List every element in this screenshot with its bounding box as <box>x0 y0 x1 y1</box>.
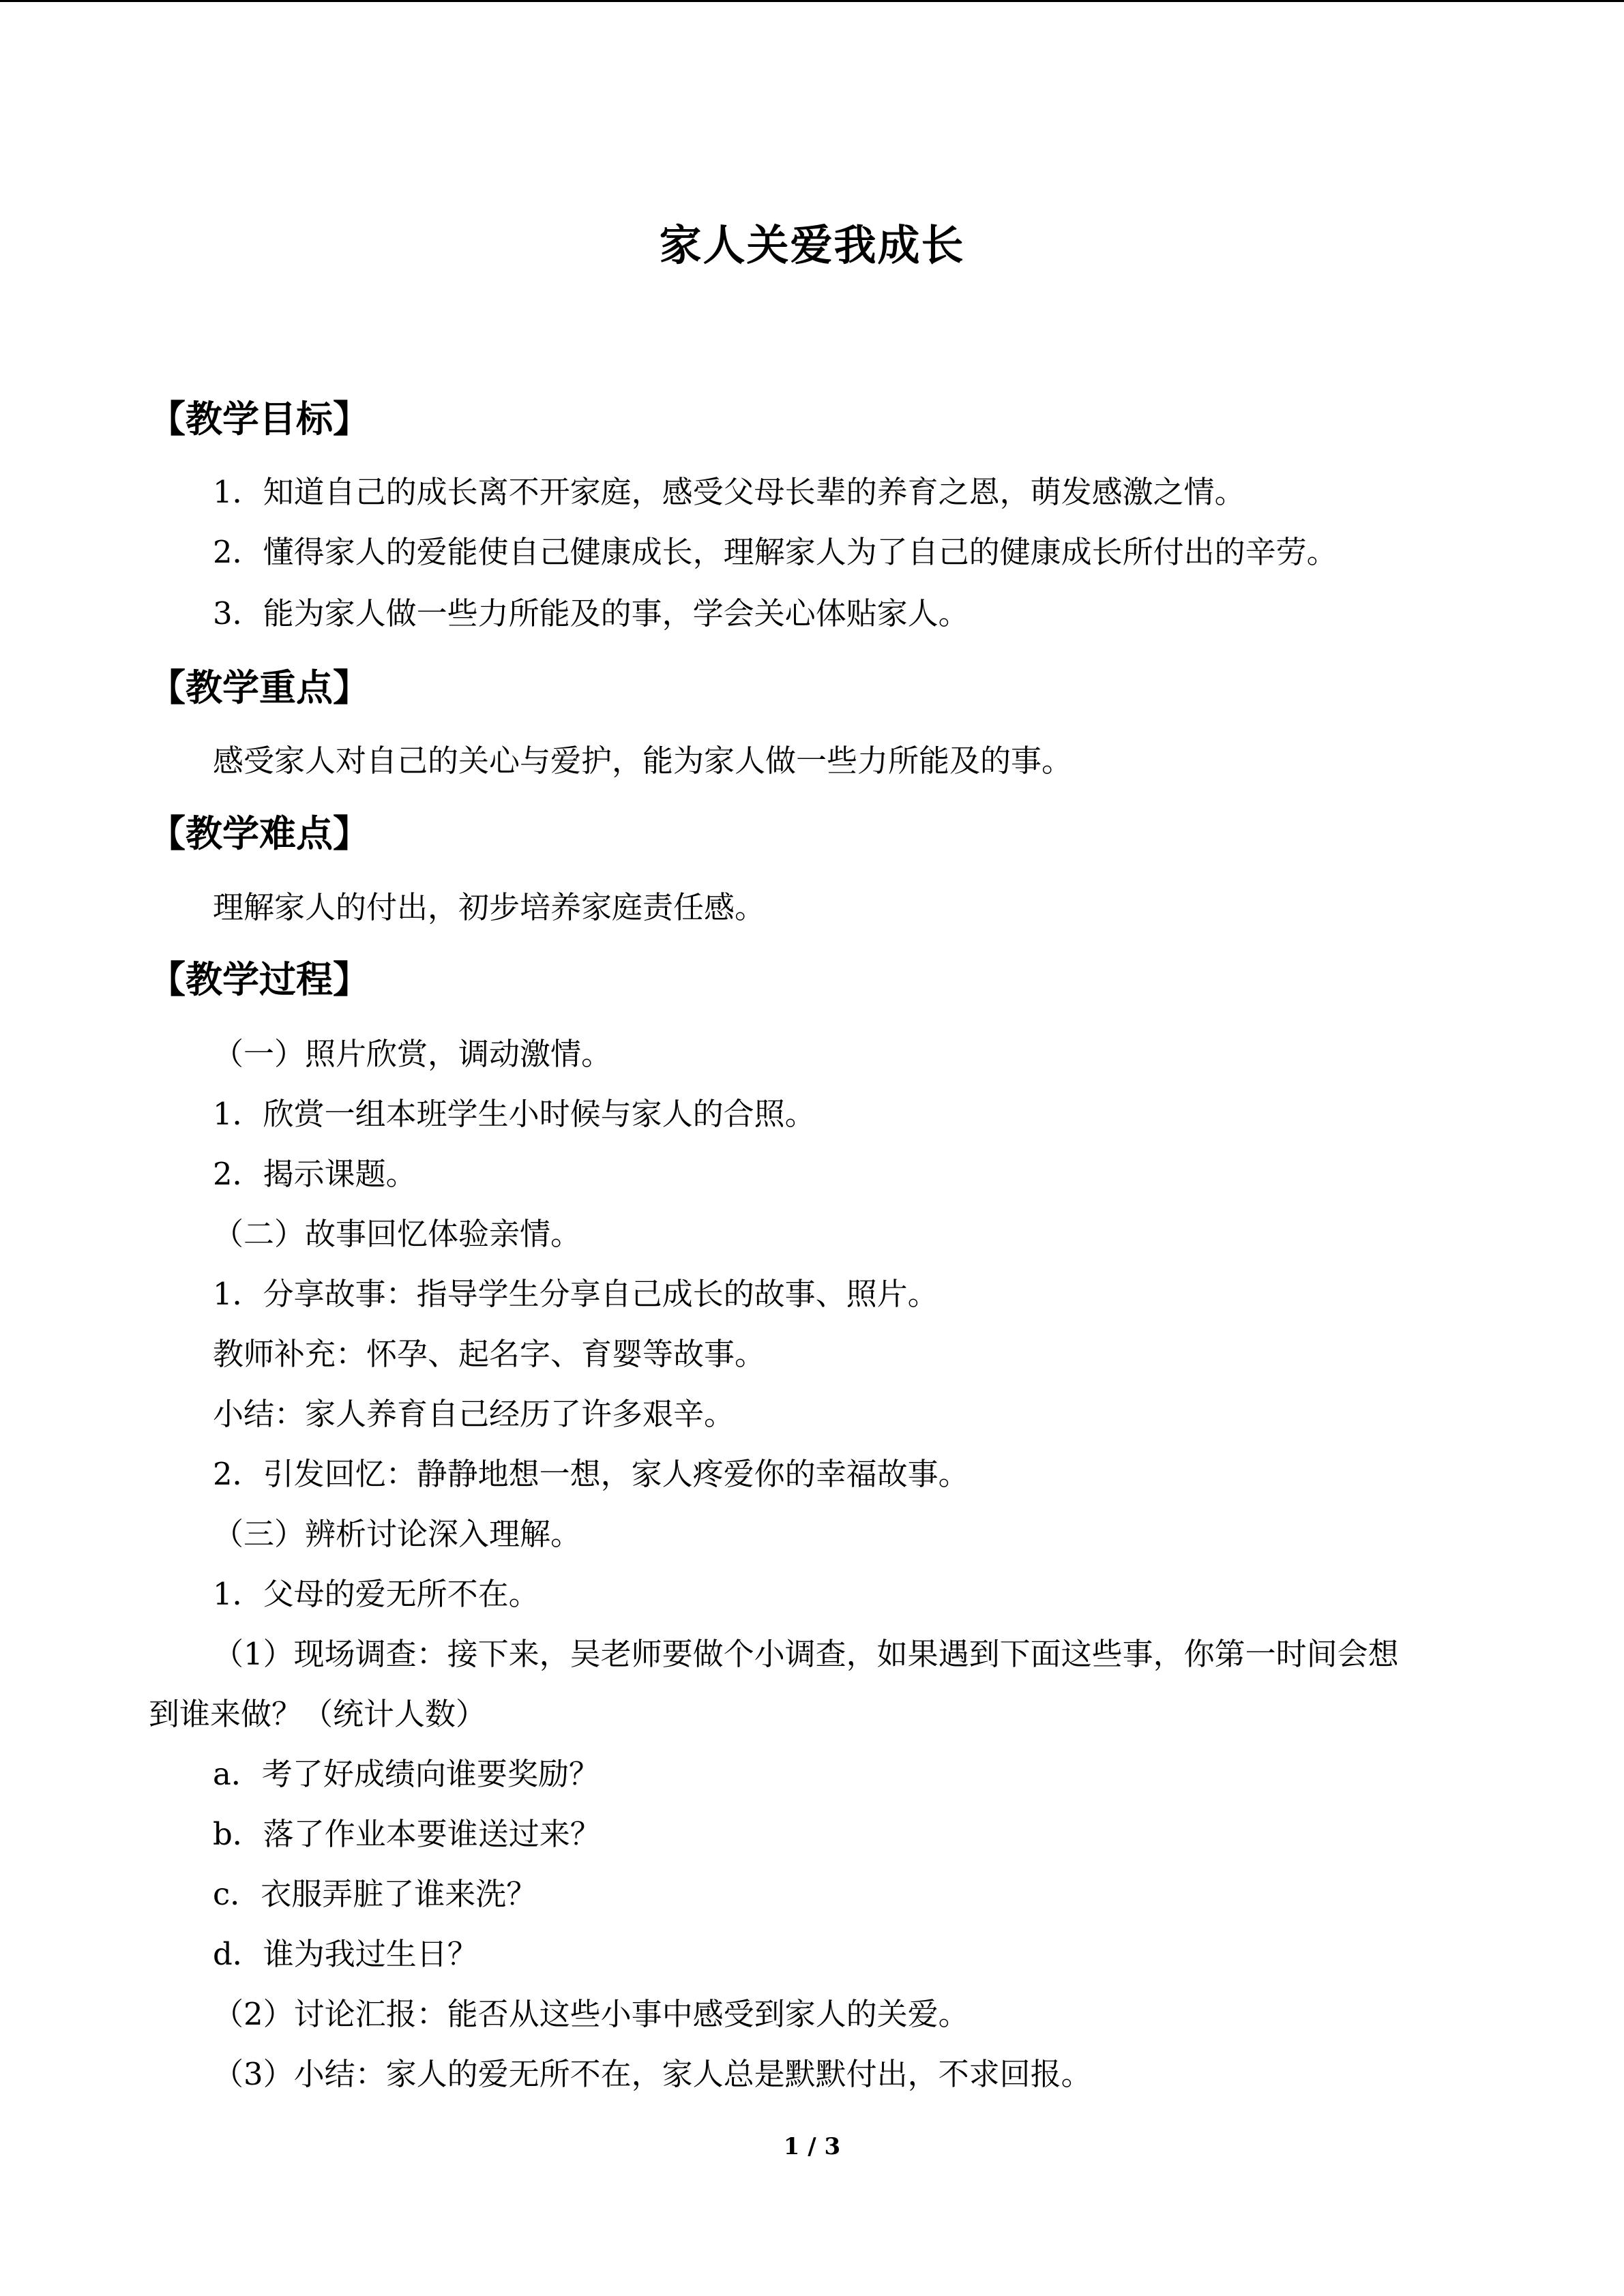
process-line: 1．父母的爱无所不在。 <box>213 1576 540 1612</box>
process-line: （1）现场调查：接下来，吴老师要做个小调查，如果遇到下面这些事，你第一时间会想 <box>213 1636 1399 1672</box>
top-border-line <box>0 0 1624 2</box>
goal-item-1: 1．知道自己的成长离不开家庭，感受父母长辈的养育之恩，萌发感激之情。 <box>213 474 1245 510</box>
heading-teaching-goals: 【教学目标】 <box>149 398 370 441</box>
process-line: （3）小结：家人的爱无所不在，家人总是默默付出，不求回报。 <box>213 2056 1092 2092</box>
process-line: 1．分享故事：指导学生分享自己成长的故事、照片。 <box>213 1276 939 1312</box>
process-line: 到谁来做？（统计人数） <box>149 1696 487 1732</box>
goal-item-2: 2．懂得家人的爱能使自己健康成长，理解家人为了自己的健康成长所付出的辛劳。 <box>213 534 1338 570</box>
process-line: 1．欣赏一组本班学生小时候与家人的合照。 <box>213 1096 816 1132</box>
difficulties-text: 理解家人的付出，初步培养家庭责任感。 <box>213 889 766 925</box>
process-line: 小结：家人养育自己经历了许多艰辛。 <box>213 1396 735 1432</box>
process-line: d．谁为我过生日？ <box>213 1936 478 1972</box>
page-number: 1 / 3 <box>783 2133 841 2160</box>
process-line: b．落了作业本要谁送过来？ <box>213 1816 601 1852</box>
heading-difficulties: 【教学难点】 <box>149 812 370 855</box>
process-line: （一）照片欣赏，调动激情。 <box>213 1036 612 1072</box>
key-points-text: 感受家人对自己的关心与爱护，能为家人做一些力所能及的事。 <box>213 743 1073 779</box>
process-line: 教师补充：怀孕、起名字、育婴等故事。 <box>213 1336 766 1372</box>
process-line: a．考了好成绩向谁要奖励？ <box>213 1756 600 1792</box>
heading-key-points: 【教学重点】 <box>149 666 370 709</box>
process-line: （二）故事回忆体验亲情。 <box>213 1216 582 1252</box>
goal-item-3: 3．能为家人做一些力所能及的事，学会关心体贴家人。 <box>213 595 969 631</box>
process-line: （2）讨论汇报：能否从这些小事中感受到家人的关爱。 <box>213 1996 969 2032</box>
process-line: c．衣服弄脏了谁来洗？ <box>213 1876 537 1912</box>
process-line: （三）辨析讨论深入理解。 <box>213 1516 582 1552</box>
document-title: 家人关爱我成长 <box>659 220 965 270</box>
heading-teaching-process: 【教学过程】 <box>149 958 370 1001</box>
process-line: 2．揭示课题。 <box>213 1156 417 1192</box>
process-line: 2．引发回忆：静静地想一想，家人疼爱你的幸福故事。 <box>213 1456 969 1492</box>
